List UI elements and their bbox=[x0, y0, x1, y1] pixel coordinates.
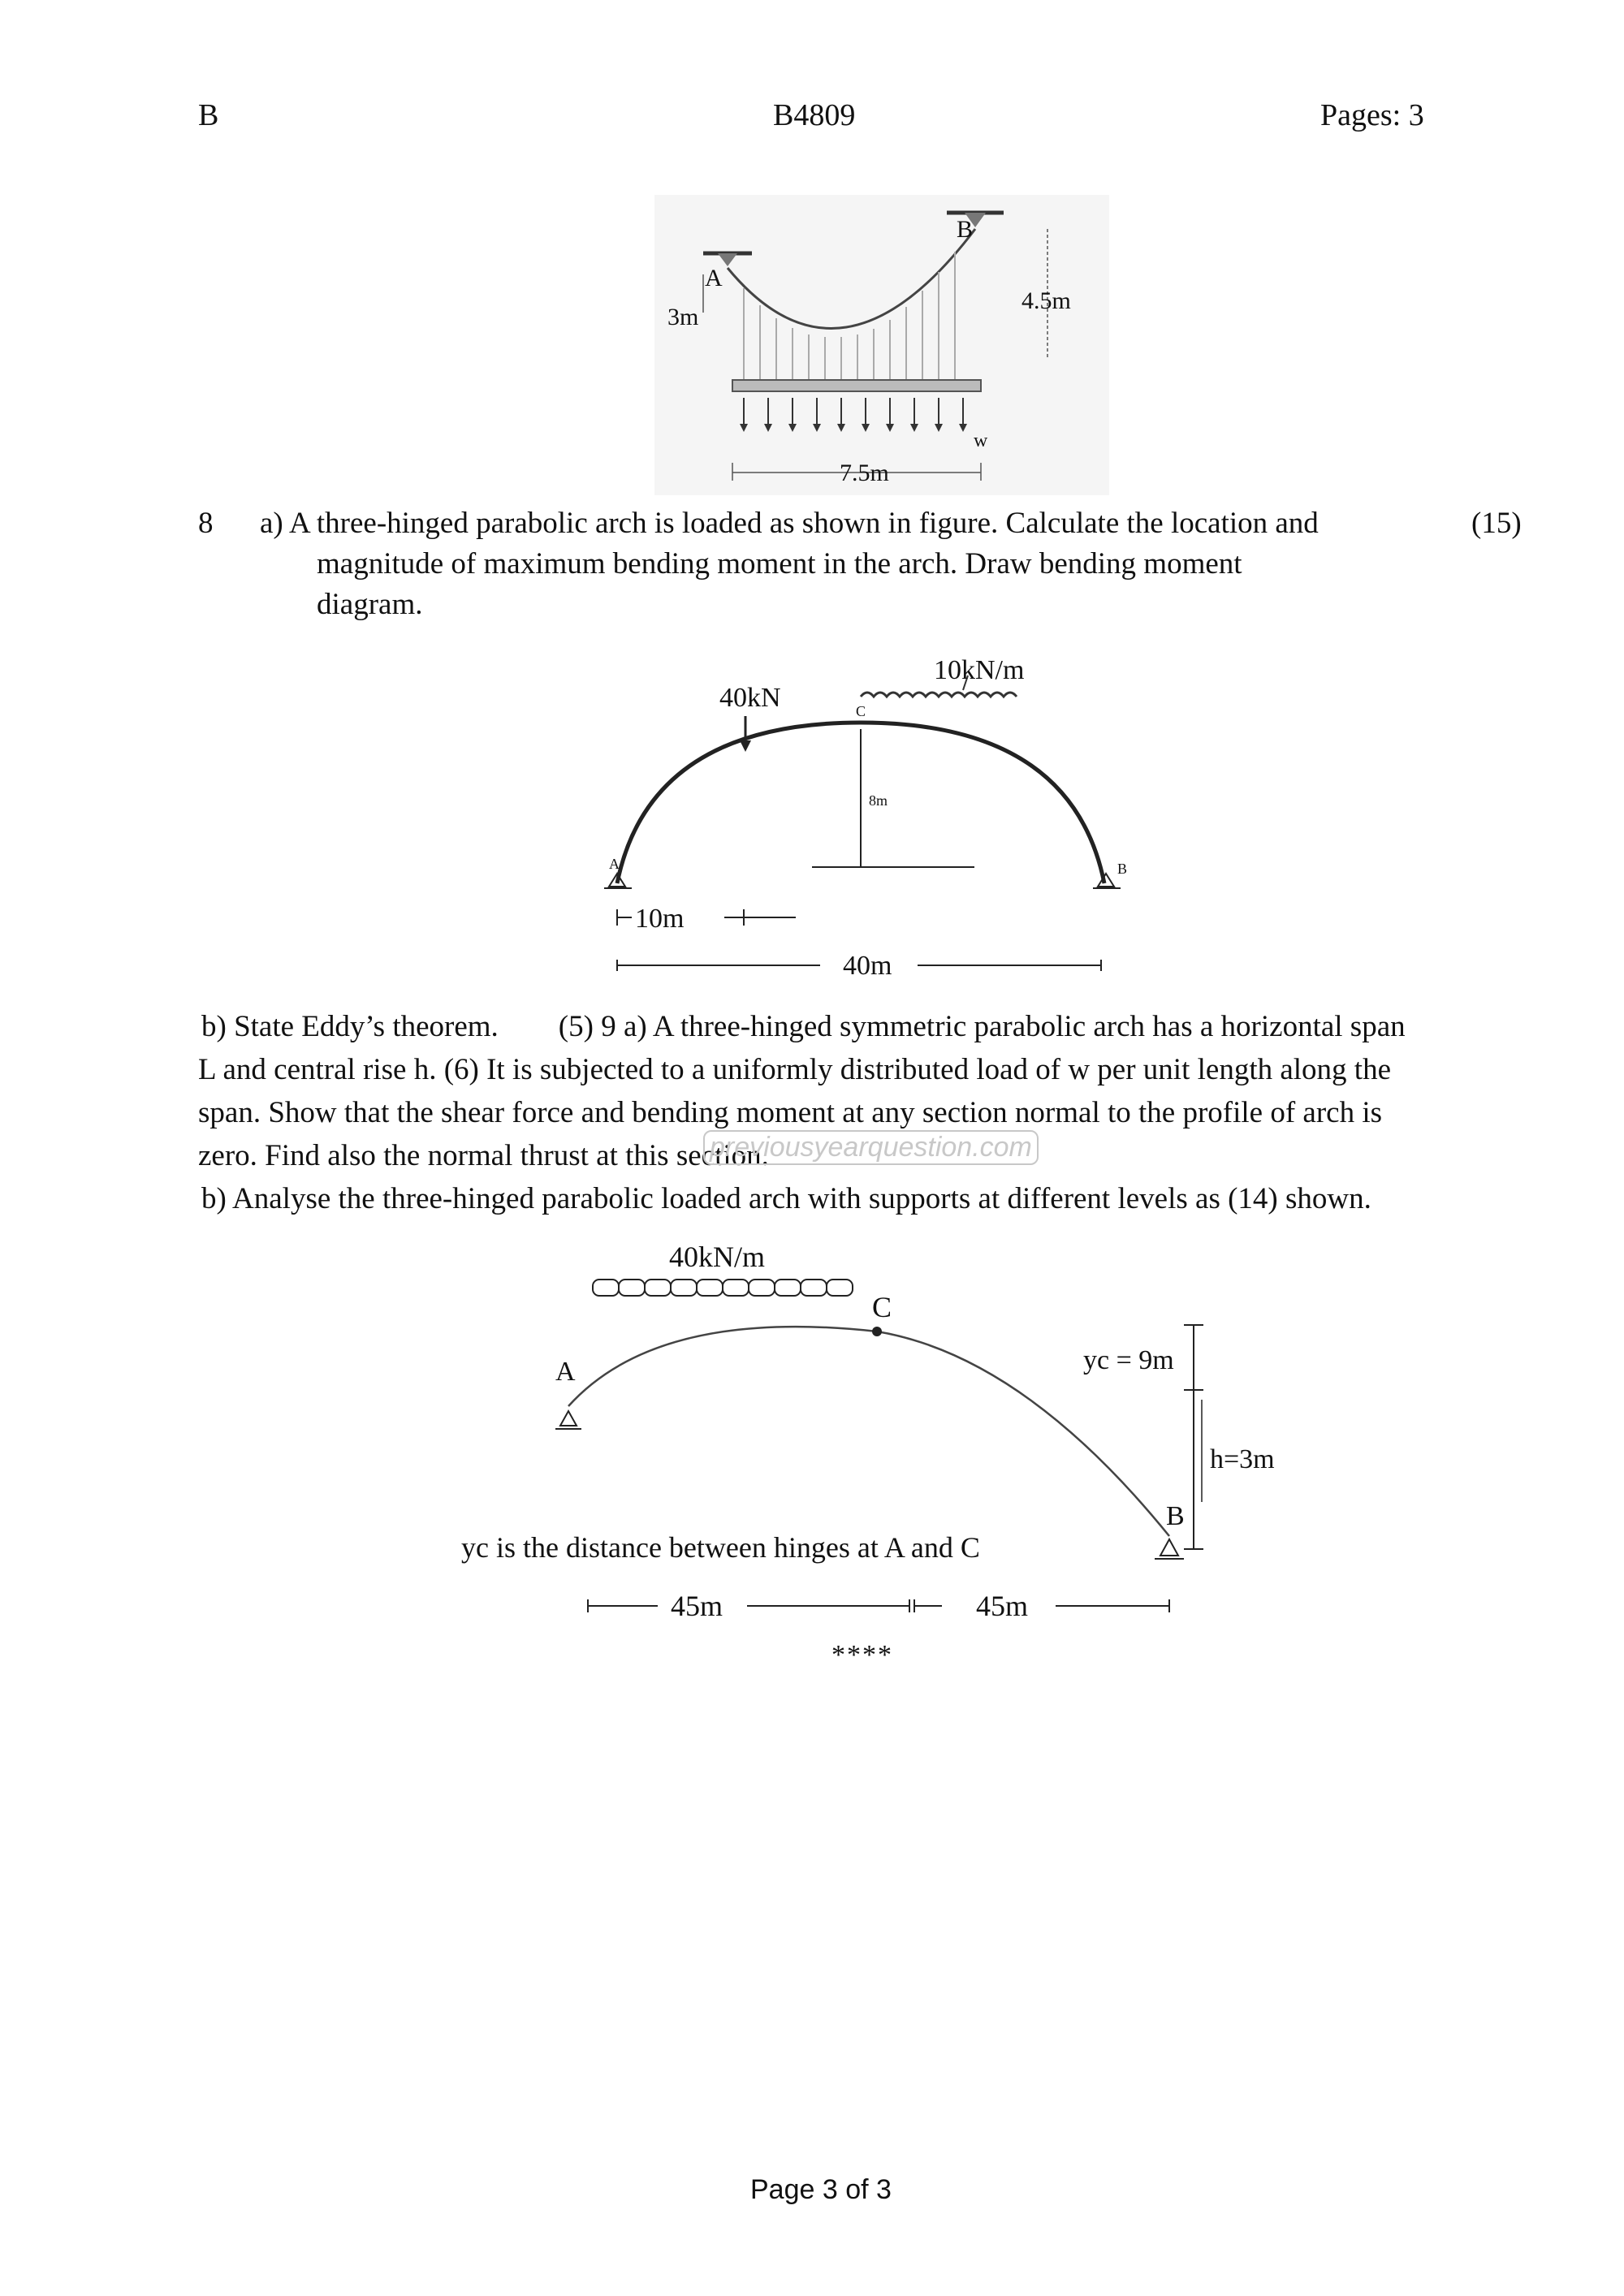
arch1-udl-label: 10kN/m bbox=[934, 655, 1025, 685]
figure-arch-unequal-supports bbox=[455, 1226, 1315, 1648]
q8a-text-line3: diagram. bbox=[317, 588, 423, 621]
watermark: previousyearquestion.com bbox=[703, 1130, 1039, 1165]
q9a-line2: L and central rise h. (6) It is subjected to a uniformly distributed load of w per unit length along the bbox=[198, 1053, 1391, 1086]
arch1-label-c: C bbox=[856, 703, 866, 719]
arch2-dim-45m-left: 45m bbox=[671, 1590, 723, 1622]
arch1-point-load-label: 40kN bbox=[719, 683, 781, 713]
q9b-text: b) Analyse the three-hinged parabolic loaded arch with supports at different levels as (14) shown. bbox=[201, 1182, 1371, 1215]
arch-diagram-1 bbox=[585, 625, 1137, 990]
arch2-caption: yc is the distance between hinges at A and C bbox=[461, 1531, 980, 1564]
q8a-text-line2: magnitude of maximum bending moment in the arch. Draw bending moment bbox=[317, 547, 1242, 580]
arch1-rise-8m: 8m bbox=[869, 792, 888, 809]
header-left: B bbox=[198, 98, 219, 132]
question-number-8: 8 bbox=[198, 507, 214, 540]
arch2-udl-label: 40kN/m bbox=[669, 1241, 766, 1273]
cable-label-b: B bbox=[957, 216, 974, 243]
arch2-label-b: B bbox=[1166, 1501, 1185, 1531]
arch2-dim-45m-right: 45m bbox=[976, 1590, 1029, 1622]
cable-diagram bbox=[654, 195, 1109, 495]
cable-dim-4-5m: 4.5m bbox=[1021, 287, 1071, 314]
header-pages: Pages: 3 bbox=[1320, 98, 1424, 132]
end-marker: **** bbox=[831, 1640, 893, 1670]
arch2-dim-h: h=3m bbox=[1210, 1444, 1275, 1474]
arch2-label-a: A bbox=[555, 1357, 576, 1387]
cable-dim-7-5m: 7.5m bbox=[840, 460, 889, 486]
q8b-q9a-line1: b) State Eddy’s theorem. (5) 9 a) A three-hinged symmetric parabolic arch has a horizontal span bbox=[201, 1010, 1406, 1043]
q9a-line4: zero. Find also the normal thrust at this section. bbox=[198, 1139, 769, 1172]
page-footer: Page 3 of 3 bbox=[750, 2174, 892, 2205]
arch1-label-b: B bbox=[1117, 861, 1128, 877]
arch2-dim-yc: yc = 9m bbox=[1083, 1345, 1174, 1375]
arch2-label-c: C bbox=[872, 1291, 892, 1323]
figure-cable bbox=[654, 195, 1109, 495]
header-code: B4809 bbox=[773, 98, 856, 132]
arch-diagram-2 bbox=[455, 1226, 1315, 1648]
cable-dim-3m: 3m bbox=[667, 304, 699, 330]
arch1-dim-40m: 40m bbox=[843, 951, 892, 981]
cable-label-w: w bbox=[974, 430, 988, 451]
cable-label-a: A bbox=[705, 265, 723, 291]
arch1-dim-10m: 10m bbox=[635, 904, 685, 934]
figure-arch-point-load bbox=[585, 625, 1137, 990]
arch1-label-a: A bbox=[609, 856, 620, 872]
q9a-line3: span. Show that the shear force and bending moment at any section normal to the profile of arch is bbox=[198, 1096, 1382, 1129]
q8a-marks: (15) bbox=[1471, 507, 1522, 540]
q8a-text-line1: a) A three-hinged parabolic arch is loaded as shown in figure. Calculate the location and bbox=[260, 507, 1319, 540]
